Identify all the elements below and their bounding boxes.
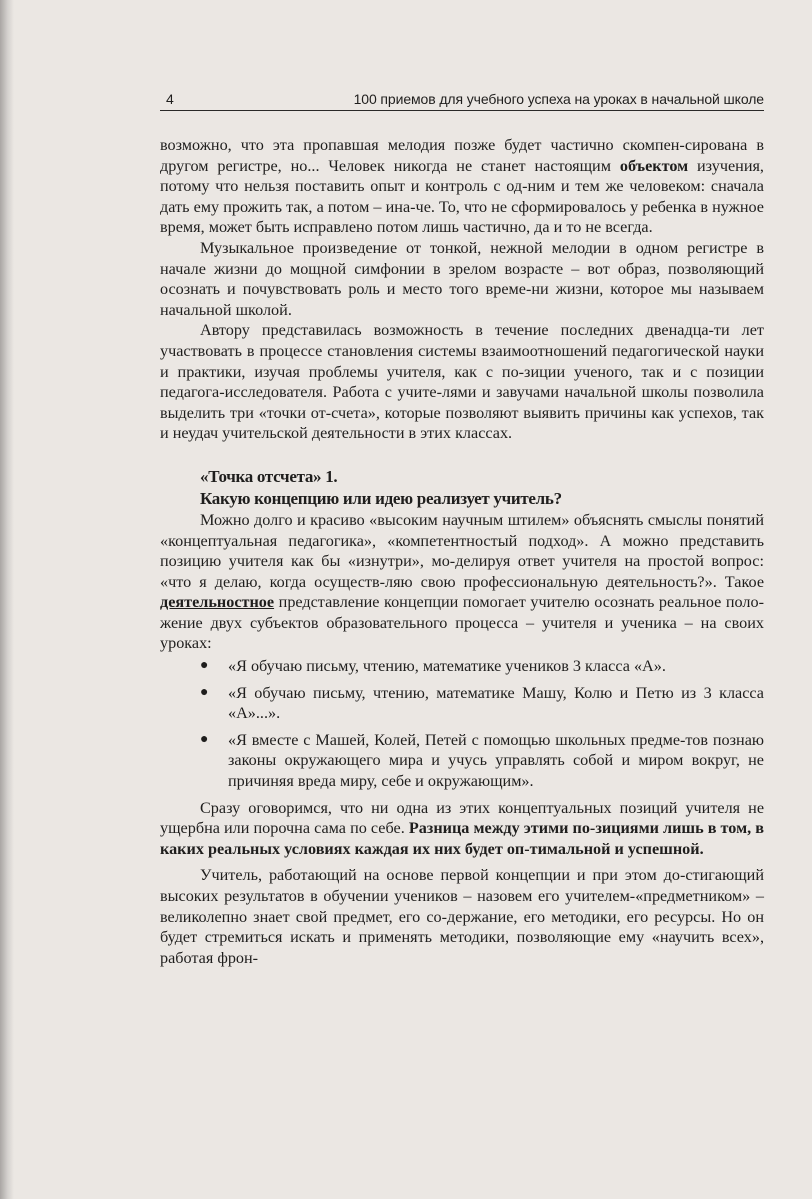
bullet-icon: ● [200,658,209,674]
book-page [160,88,764,968]
list-item: ● «Я обучаю письму, чтению, математике учеников 3 класса «А». [200,657,666,676]
paragraph-3: Автору представилась возможность в течение последних двенадца-ти лет участвовать в процессе становления системы взаимоотношений педагогической науки и практики, изучая проблемы учителя, как с по-зиции ученого, так и с позиции педагога-исследователя. Работа с учите-лями и завучами начальной школы позволила выделить три «точки от-счета», которые позволяют выявить причины как успехов, так и неудач учительской деятельности в этих классах. [160,321,764,443]
running-head [160,88,764,111]
bullet-icon: ● [200,731,209,747]
list-item: ● «Я обучаю письму, чтению, математике Машу, Колю и Петю из 3 класса «А»...». [200,683,764,723]
section-heading-line-1: «Точка отсчета» 1. [200,466,338,486]
paragraph-5: Сразу оговоримся, что ни одна из этих концептуальных позиций учителя не ущербна или порочна сама по себе. Разница между этими по-зициями лишь в том, в каких реальных условиях каждая их них будет оп-тимальной и успешной. [160,798,764,858]
bold-term-object: объектом [619,156,689,175]
paragraph-2: Музыкальное произведение от тонкой, нежной мелодии в одном регистре в начале жизни до мощной симфонии в зрелом возрасте – вот образ, позволяющий осознать и почувствовать роль и место того време-ни жизни, которое мы называем начальной школой. [160,238,764,319]
page-number: 4 [166,91,174,107]
bullet-icon: ● [200,684,209,700]
paragraph-1: возможно, что эта пропавшая мелодия позже будет частично скомпен-сирована в другом регистре, но... Человек никогда не станет настоящим объектом изучения, потому что нельзя поставить опыт и контроль с од-ним и тем же человеком: сначала дать ему прожить так, а потом – ина-че. То, что не сформировалось у ребенка в нужное время, может быть исправлено потом лишь частично, да и то не всегда. [160,136,764,237]
section-heading [160,466,764,510]
paragraph-6: Учитель, работающий на основе первой концепции и при этом до-стигающий высоких результатов в обучении учеников – назовем его учителем-«предметником» – великолепно знает свой предмет, его со-держание, его методики, его ресурсы. Но он будет стремиться искать и применять методики, позволяющие ему «научить всех», работая фрон- [160,866,764,967]
underlined-term: деятельностное [160,593,275,612]
body-text [160,135,764,968]
bold-statement: Разница между этими по-зициями лишь в том, в каких реальных условиях каждая их них будет оп-тимальной и успешной. [160,819,764,858]
running-title: 100 приемов для учебного успеха на уроках в начальной школе [353,91,764,107]
book-spine-shadow [0,0,14,1199]
concept-list [160,656,764,792]
list-item: ● «Я вместе с Машей, Колей, Петей с помощью школьных предме-тов познаю законы окружающего мира и учусь управлять собой и миром вокруг, не причиняя вреда миру, себе и окружающим». [200,730,764,791]
paragraph-4: Можно долго и красиво «высоким научным штилем» объяснять смыслы понятий «концептуальная педагогика», «компетентностый подход». А можно представить позицию учителя как бы «изнутри», мо-делируя ответ учителя на простой вопрос: «что я делаю, когда осуществ-ляю свою профессиональную деятельность?». Такое деятельностное представление концепции помогает учителю осознать реальное поло-жение двух субъектов образовательного процесса – учителя и ученика – на своих уроках: [160,510,764,653]
section-heading-line-2: Какую концепцию или идею реализует учитель? [200,488,562,508]
